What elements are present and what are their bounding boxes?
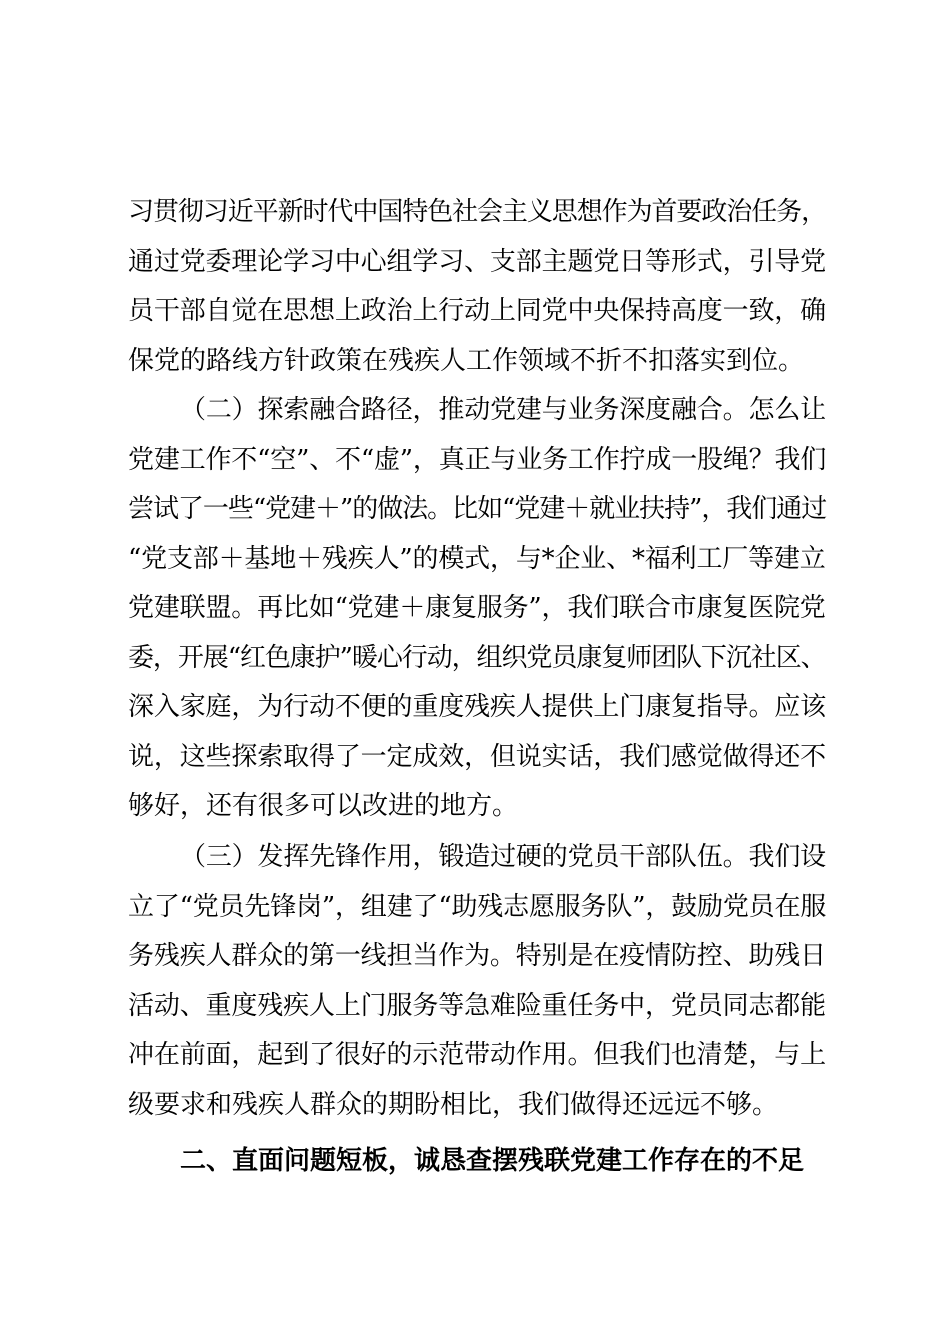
paragraph-line: 尝试了一些“党建＋”的做法。比如“党建＋就业扶持”，我们通过 (128, 494, 827, 524)
paragraph-line: 冲在前面，起到了很好的示范带动作用。但我们也清楚，与上 (128, 1040, 827, 1070)
paragraph-line: 党建工作不“空”、不“虚”，真正与业务工作拧成一股绳？我们 (128, 444, 827, 475)
paragraph-line: 保党的路线方针政策在残疾人工作领域不折不扣落实到位。 (128, 345, 805, 376)
paragraph-line: 够好，还有很多可以改进的地方。 (128, 791, 519, 821)
paragraph-line: “党支部＋基地＋残疾人”的模式，与*企业、*福利工厂等建立 (128, 543, 826, 574)
paragraph-line: 通过党委理论学习中心组学习、支部主题党日等形式，引导党 (128, 246, 827, 277)
paragraph-line: 习贯彻习近平新时代中国特色社会主义思想作为首要政治任务， (128, 197, 827, 227)
paragraph-line: 务残疾人群众的第一线担当作为。特别是在疫情防控、助残日 (128, 941, 827, 971)
paragraph-2 (128, 386, 826, 832)
paragraph-line: 深入家庭，为行动不便的重度残疾人提供上门康复指导。应该 (128, 692, 827, 722)
paragraph-line: 党建联盟。再比如“党建＋康复服务”，我们联合市康复医院党 (128, 593, 826, 623)
paragraph-line: 说，这些探索取得了一定成效，但说实话，我们感觉做得还不 (128, 741, 827, 772)
paragraph-line: 员干部自觉在思想上政治上行动上同党中央保持高度一致，确 (128, 296, 827, 326)
paragraph-line: 活动、重度残疾人上门服务等急难险重任务中，党员同志都能 (128, 990, 827, 1021)
section-heading: 二、直面问题短板，诚恳查摆残联党建工作存在的不足 (180, 1146, 805, 1176)
paragraph-line: 立了“党员先锋岗”，组建了“助残志愿服务队”，鼓励党员在服 (128, 891, 827, 922)
paragraph-line: （二）探索融合路径，推动党建与业务深度融合。怎么让 (180, 395, 827, 425)
paragraph-line: 级要求和残疾人群众的期盼相比，我们做得还远远不够。 (128, 1089, 779, 1120)
paragraph-line: （三）发挥先锋作用，锻造过硬的党员干部队伍。我们设 (180, 842, 827, 872)
paragraph-1 (128, 188, 826, 386)
paragraph-3 (128, 833, 826, 1130)
paragraph-line: 委，开展“红色康护”暖心行动，组织党员康复师团队下沉社区、 (128, 642, 826, 673)
